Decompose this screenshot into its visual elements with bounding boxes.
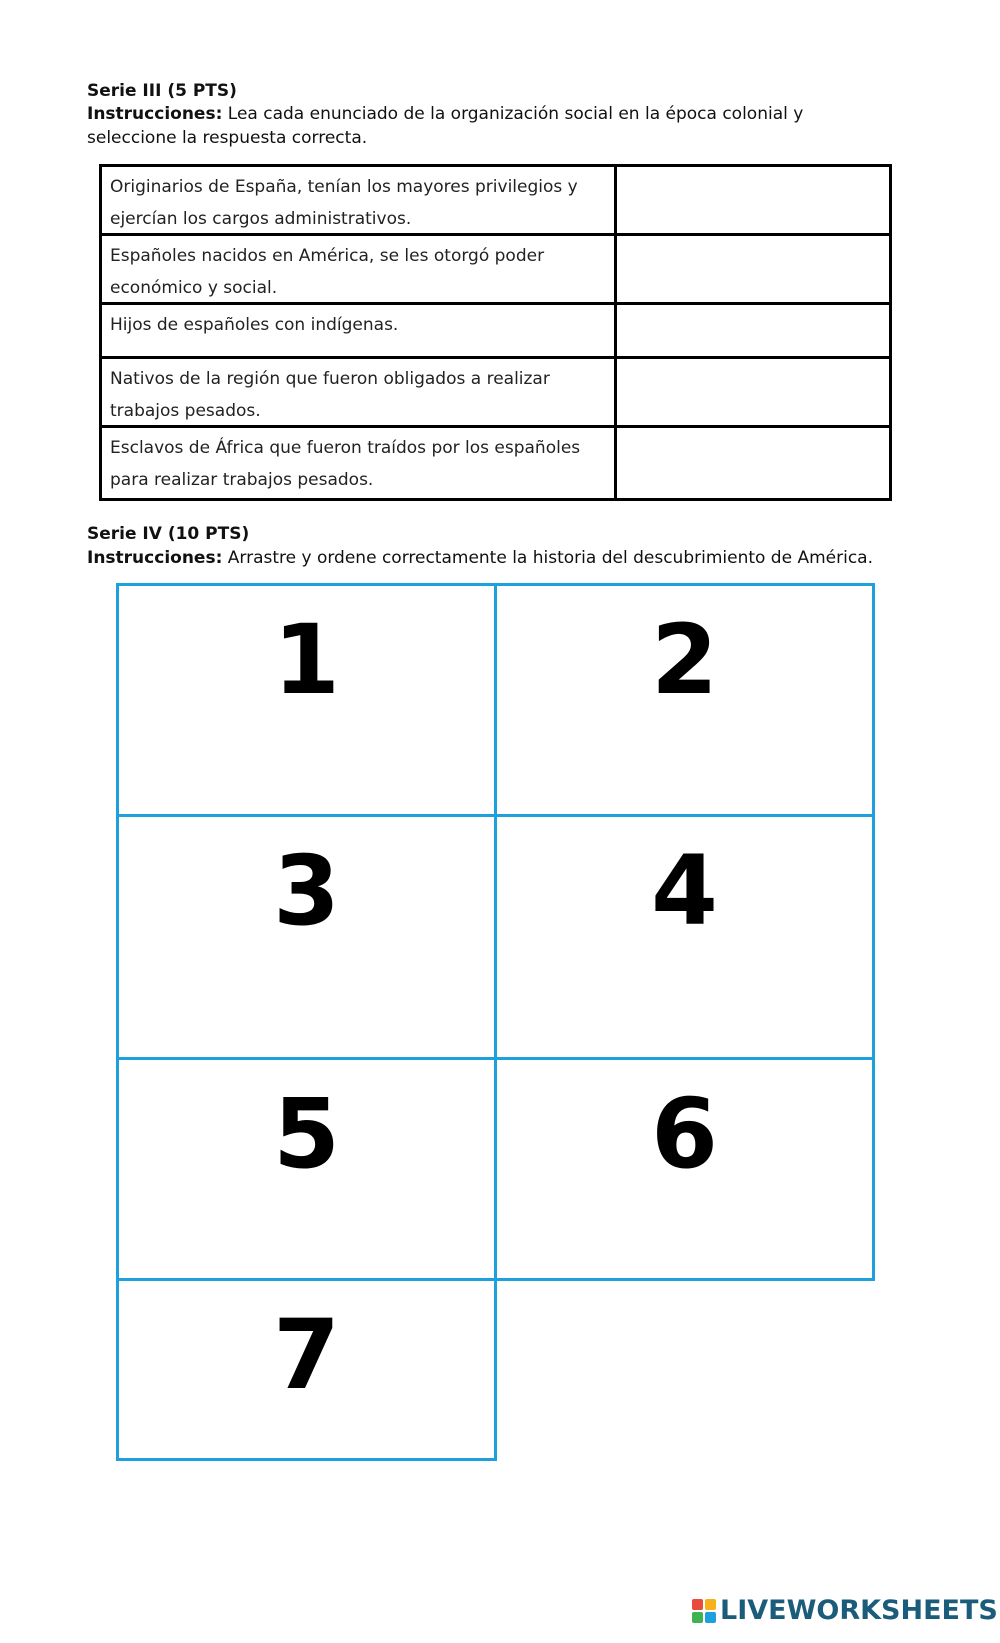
serie3-answer-box[interactable] [617, 305, 889, 359]
serie3-answer-box[interactable] [617, 428, 889, 498]
box-number: 4 [651, 835, 718, 947]
logo-text: LIVEWORKSHEETS [720, 1595, 998, 1626]
logo-mark-icon [692, 1599, 716, 1623]
box-number: 2 [651, 604, 718, 716]
drop-box-6[interactable] [494, 1057, 875, 1281]
serie3-answer-box[interactable] [617, 236, 889, 305]
serie3-statement: Hijos de españoles con indígenas. [102, 305, 617, 359]
serie4-instructions-text: Arrastre y ordene correctamente la historia del descubrimiento de América. [222, 548, 873, 568]
serie3-instructions [87, 102, 887, 150]
box-number: 1 [273, 604, 340, 716]
serie3-instructions-label: Instrucciones: [87, 104, 223, 124]
liveworksheets-logo [692, 1595, 998, 1626]
serie4-title: Serie IV (10 PTS) [87, 524, 250, 544]
drop-box-4[interactable] [494, 814, 875, 1060]
drop-box-7[interactable] [116, 1278, 497, 1461]
serie3-statement: Esclavos de África que fueron traídos por los españoles para realizar trabajos pesados. [102, 428, 617, 498]
serie3-statement: Originarios de España, tenían los mayores privilegios y ejercían los cargos administrativos. [102, 167, 617, 236]
serie3-statement: Nativos de la región que fueron obligados a realizar trabajos pesados. [102, 359, 617, 428]
drop-box-2[interactable] [494, 583, 875, 817]
serie3-instructions-text: Lea cada enunciado de la organización social en la época colonial y seleccione la respuesta correcta. [87, 104, 804, 148]
serie4-instructions-label: Instrucciones: [87, 548, 223, 568]
serie3-table [99, 164, 892, 501]
box-number: 6 [651, 1078, 718, 1190]
serie3-statement: Españoles nacidos en América, se les otorgó poder económico y social. [102, 236, 617, 305]
serie4-instructions [87, 546, 967, 570]
box-number: 7 [273, 1299, 340, 1411]
serie3-title: Serie III (5 PTS) [87, 81, 237, 101]
box-number: 3 [273, 835, 340, 947]
drop-box-1[interactable] [116, 583, 497, 817]
serie3-answer-box[interactable] [617, 359, 889, 428]
drop-box-5[interactable] [116, 1057, 497, 1281]
box-number: 5 [273, 1078, 340, 1190]
drop-box-3[interactable] [116, 814, 497, 1060]
serie3-answer-box[interactable] [617, 167, 889, 236]
